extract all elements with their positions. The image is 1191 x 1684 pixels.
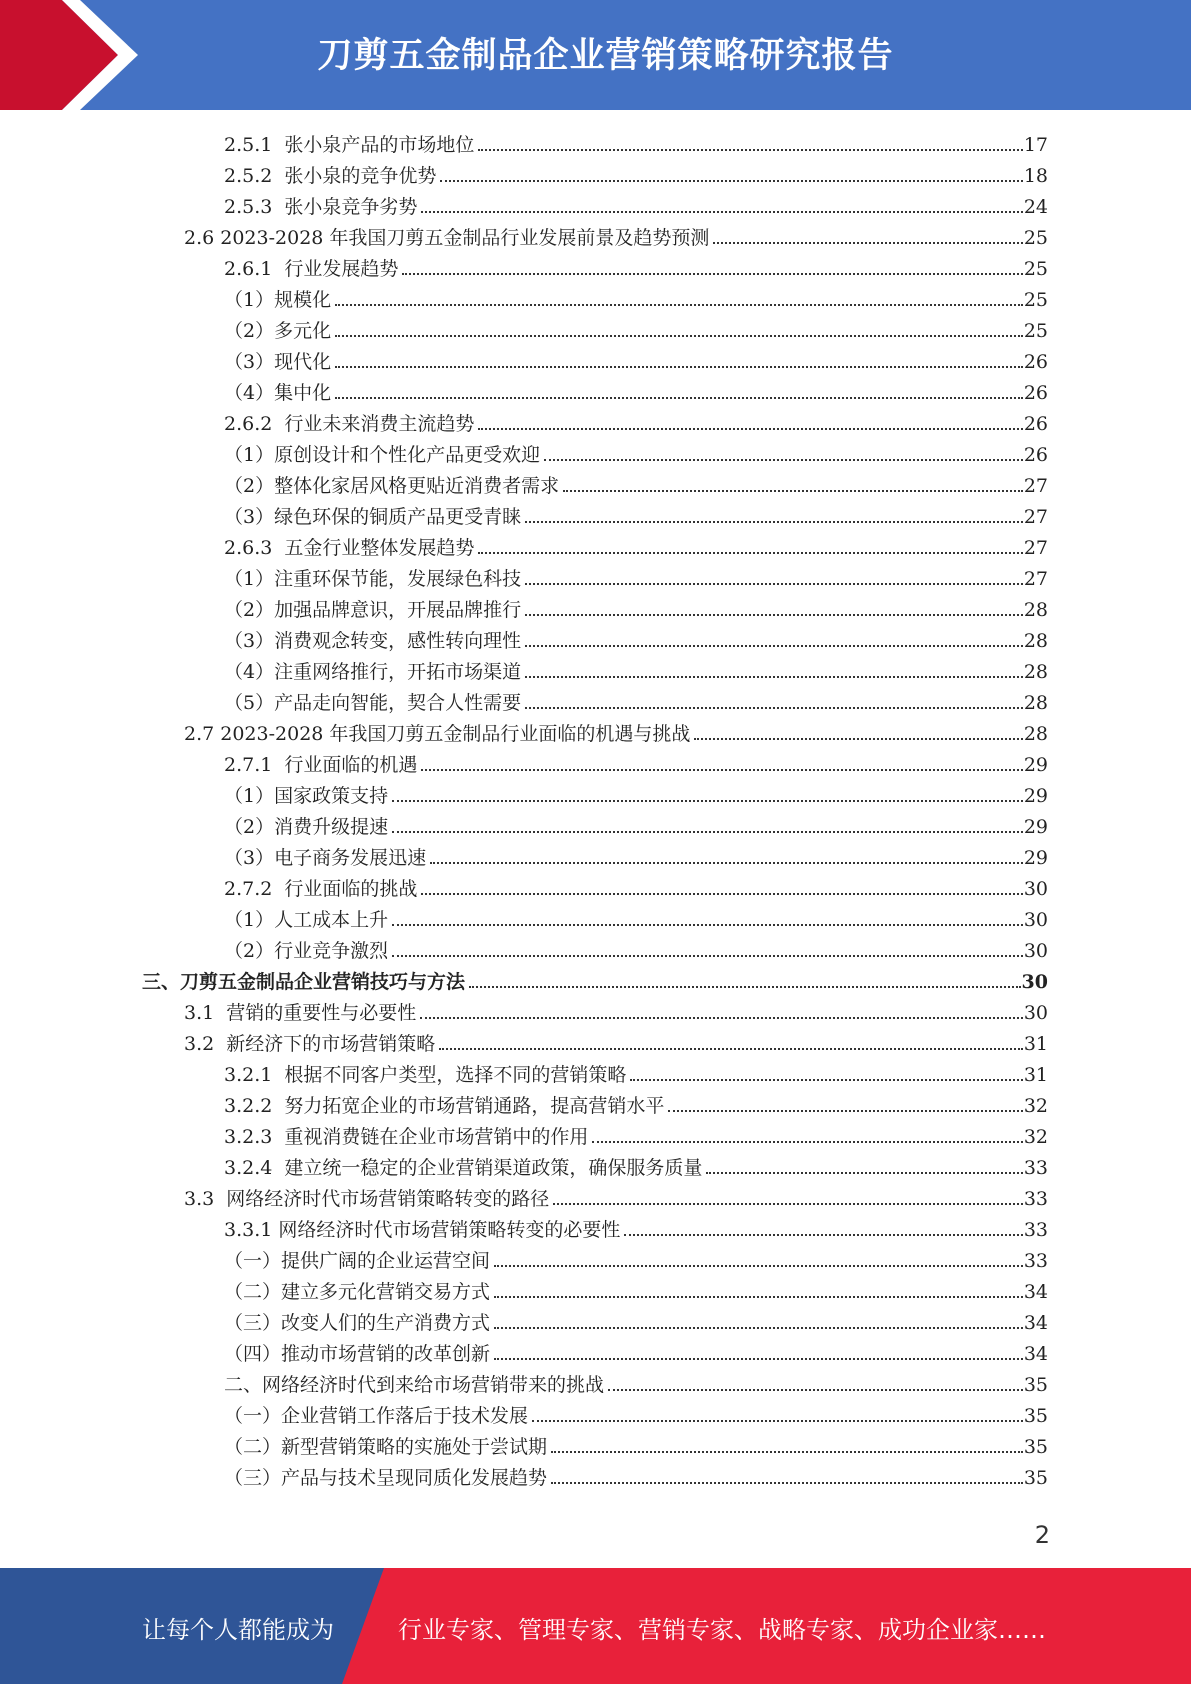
toc-entry[interactable]: （5）产品走向智能，契合人性需要 28: [224, 692, 1048, 714]
toc-entry[interactable]: 2.6.1 行业发展趋势 25: [224, 258, 1048, 280]
toc-entry[interactable]: （1）注重环保节能，发展绿色科技 27: [224, 568, 1048, 590]
toc-entry[interactable]: 3.2.3 重视消费链在企业市场营销中的作用 32: [224, 1126, 1048, 1148]
toc-entry[interactable]: （一）提供广阔的企业运营空间 33: [224, 1250, 1048, 1272]
toc-entry[interactable]: 2.6.2 行业未来消费主流趋势 26: [224, 413, 1048, 435]
toc-entry[interactable]: 3.2.1 根据不同客户类型，选择不同的营销策略 31: [224, 1064, 1048, 1086]
toc-entry[interactable]: （1）规模化 25: [224, 289, 1048, 311]
toc-entry[interactable]: （2）行业竞争激烈 30: [224, 940, 1048, 962]
toc-entry[interactable]: 2.5.2 张小泉的竞争优势 18: [224, 165, 1048, 187]
toc-entry[interactable]: （3）消费观念转变，感性转向理性 28: [224, 630, 1048, 652]
toc-entry[interactable]: 2.7.2 行业面临的挑战 30: [224, 878, 1048, 900]
toc-entry[interactable]: （4）集中化 26: [224, 382, 1048, 404]
toc-entry[interactable]: （三）产品与技术呈现同质化发展趋势 35: [224, 1467, 1048, 1489]
toc-entry[interactable]: （3）电子商务发展迅速 29: [224, 847, 1048, 869]
toc-entry[interactable]: （2）整体化家居风格更贴近消费者需求 27: [224, 475, 1048, 497]
toc-entry[interactable]: （二）新型营销策略的实施处于尝试期 35: [224, 1436, 1048, 1458]
toc-chapter-entry[interactable]: 三、刀剪五金制品企业营销技巧与方法 30: [142, 971, 1048, 993]
toc-entry[interactable]: 2.6 2023-2028 年我国刀剪五金制品行业发展前景及趋势预测 25: [184, 227, 1048, 249]
toc-entry[interactable]: （2）多元化 25: [224, 320, 1048, 342]
toc-entry[interactable]: 2.5.1 张小泉产品的市场地位 17: [224, 134, 1048, 156]
toc-entry[interactable]: 2.7.1 行业面临的机遇 29: [224, 754, 1048, 776]
toc-entry[interactable]: （1）人工成本上升 30: [224, 909, 1048, 931]
page-header: [0, 0, 1191, 110]
toc-entry[interactable]: （三）改变人们的生产消费方式 34: [224, 1312, 1048, 1334]
toc-entry[interactable]: 2.6.3 五金行业整体发展趋势 27: [224, 537, 1048, 559]
toc-entry[interactable]: （2）加强品牌意识，开展品牌推行 28: [224, 599, 1048, 621]
toc-entry[interactable]: （一）企业营销工作落后于技术发展 35: [224, 1405, 1048, 1427]
toc-entry[interactable]: （2）消费升级提速 29: [224, 816, 1048, 838]
toc-entry[interactable]: （四）推动市场营销的改革创新 34: [224, 1343, 1048, 1365]
document-title: 刀剪五金制品企业营销策略研究报告: [317, 36, 894, 76]
toc-entry[interactable]: （4）注重网络推行，开拓市场渠道 28: [224, 661, 1048, 683]
toc-entry[interactable]: （1）原创设计和个性化产品更受欢迎 26: [224, 444, 1048, 466]
toc-entry[interactable]: 3.2 新经济下的市场营销策略 31: [184, 1033, 1048, 1055]
toc-entry[interactable]: 3.2.2 努力拓宽企业的市场营销通路，提高营销水平 32: [224, 1095, 1048, 1117]
toc-entry[interactable]: 2.5.3 张小泉竞争劣势 24: [224, 196, 1048, 218]
toc-entry[interactable]: 3.3.1 网络经济时代市场营销策略转变的必要性 33: [224, 1219, 1048, 1241]
toc-entry[interactable]: 3.2.4 建立统一稳定的企业营销渠道政策，确保服务质量 33: [224, 1157, 1048, 1179]
page-footer: [0, 1568, 1191, 1684]
toc-entry[interactable]: 2.7 2023-2028 年我国刀剪五金制品行业面临的机遇与挑战 28: [184, 723, 1048, 745]
footer-slogan-left: 让每个人都能成为: [142, 1616, 334, 1644]
toc-entry[interactable]: 3.1 营销的重要性与必要性 30: [184, 1002, 1048, 1024]
toc-entry[interactable]: （1）国家政策支持 29: [224, 785, 1048, 807]
toc-entry[interactable]: （二）建立多元化营销交易方式 34: [224, 1281, 1048, 1303]
toc-entry[interactable]: 3.3 网络经济时代市场营销策略转变的路径 33: [184, 1188, 1048, 1210]
toc-entry[interactable]: 二、网络经济时代到来给市场营销带来的挑战 35: [224, 1374, 1048, 1396]
page-number: 2: [1034, 1521, 1050, 1549]
toc-entry[interactable]: （3）现代化 26: [224, 351, 1048, 373]
footer-slogan-right: 行业专家、管理专家、营销专家、战略专家、成功企业家……: [398, 1616, 1046, 1644]
toc-entry[interactable]: （3）绿色环保的铜质产品更受青睐 27: [224, 506, 1048, 528]
